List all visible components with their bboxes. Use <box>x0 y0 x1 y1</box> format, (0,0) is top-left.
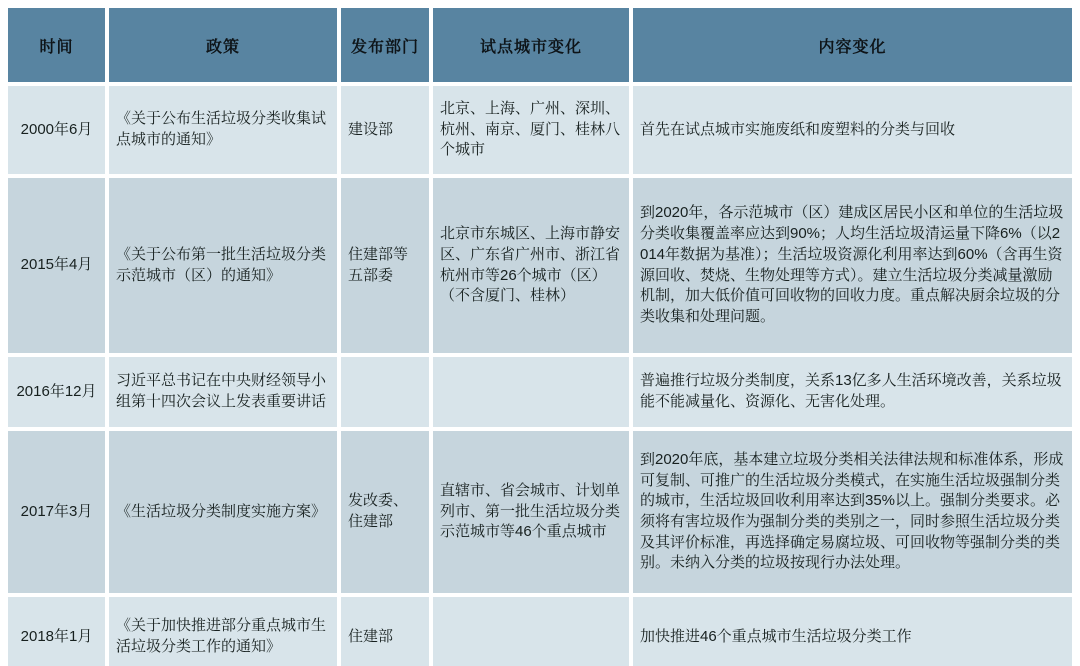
header-row <box>8 8 1072 82</box>
cell-time: 2016年12月 <box>8 357 105 427</box>
cell-department <box>341 357 429 427</box>
cell-department: 住建部 <box>341 597 429 666</box>
cell-department: 住建部等五部委 <box>341 178 429 353</box>
cell-policy: 习近平总书记在中央财经领导小组第十四次会议上发表重要讲话 <box>109 357 337 427</box>
cell-department: 发改委、住建部 <box>341 431 429 593</box>
cell-content: 普遍推行垃圾分类制度，关系13亿多人生活环境改善，关系垃圾能不能减量化、资源化、无害化处理。 <box>633 357 1072 427</box>
cell-time: 2015年4月 <box>8 178 105 353</box>
cell-content: 首先在试点城市实施废纸和废塑料的分类与回收 <box>633 86 1072 174</box>
cell-cities <box>433 597 629 666</box>
cell-time: 2000年6月 <box>8 86 105 174</box>
cell-policy: 《关于加快推进部分重点城市生活垃圾分类工作的通知》 <box>109 597 337 666</box>
table-row <box>8 178 1072 353</box>
col-header-time: 时间 <box>8 8 105 82</box>
col-header-cities: 试点城市变化 <box>433 8 629 82</box>
cell-policy: 《关于公布第一批生活垃圾分类示范城市（区）的通知》 <box>109 178 337 353</box>
cell-time: 2018年1月 <box>8 597 105 666</box>
col-header-content: 内容变化 <box>633 8 1072 82</box>
table-row <box>8 86 1072 174</box>
cell-cities: 北京市东城区、上海市静安区、广东省广州市、浙江省杭州市等26个城市（区）（不含厦门、桂林） <box>433 178 629 353</box>
cell-cities: 北京、上海、广州、深圳、杭州、南京、厦门、桂林八个城市 <box>433 86 629 174</box>
policy-table <box>4 4 1076 666</box>
cell-policy: 《生活垃圾分类制度实施方案》 <box>109 431 337 593</box>
col-header-policy: 政策 <box>109 8 337 82</box>
cell-cities <box>433 357 629 427</box>
cell-policy: 《关于公布生活垃圾分类收集试点城市的通知》 <box>109 86 337 174</box>
table-row <box>8 357 1072 427</box>
cell-cities: 直辖市、省会城市、计划单列市、第一批生活垃圾分类示范城市等46个重点城市 <box>433 431 629 593</box>
cell-content: 到2020年底，基本建立垃圾分类相关法律法规和标准体系，形成可复制、可推广的生活垃圾分类模式，在实施生活垃圾强制分类的城市，生活垃圾回收利用率达到35%以上。强制分类要求。必须将有害垃圾作为强制分类的类别之一，同时参照生活垃圾分类及其评价标准，再选择确定易腐垃圾、可回收物等强制分类的类别。未纳入分类的垃圾按现行办法处理。 <box>633 431 1072 593</box>
cell-content: 加快推进46个重点城市生活垃圾分类工作 <box>633 597 1072 666</box>
cell-department: 建设部 <box>341 86 429 174</box>
cell-time: 2017年3月 <box>8 431 105 593</box>
table-row <box>8 431 1072 593</box>
cell-content: 到2020年，各示范城市（区）建成区居民小区和单位的生活垃圾分类收集覆盖率应达到90%；人均生活垃圾清运量下降6%（以2014年数据为基准）；生活垃圾资源化利用率达到60%（含再生资源回收、焚烧、生物处理等方式）。建立生活垃圾分类减量激励机制，加大低价值可回收物的回收力度。重点解决厨余垃圾的分类收集和处理问题。 <box>633 178 1072 353</box>
col-header-department: 发布部门 <box>341 8 429 82</box>
table-row <box>8 597 1072 666</box>
